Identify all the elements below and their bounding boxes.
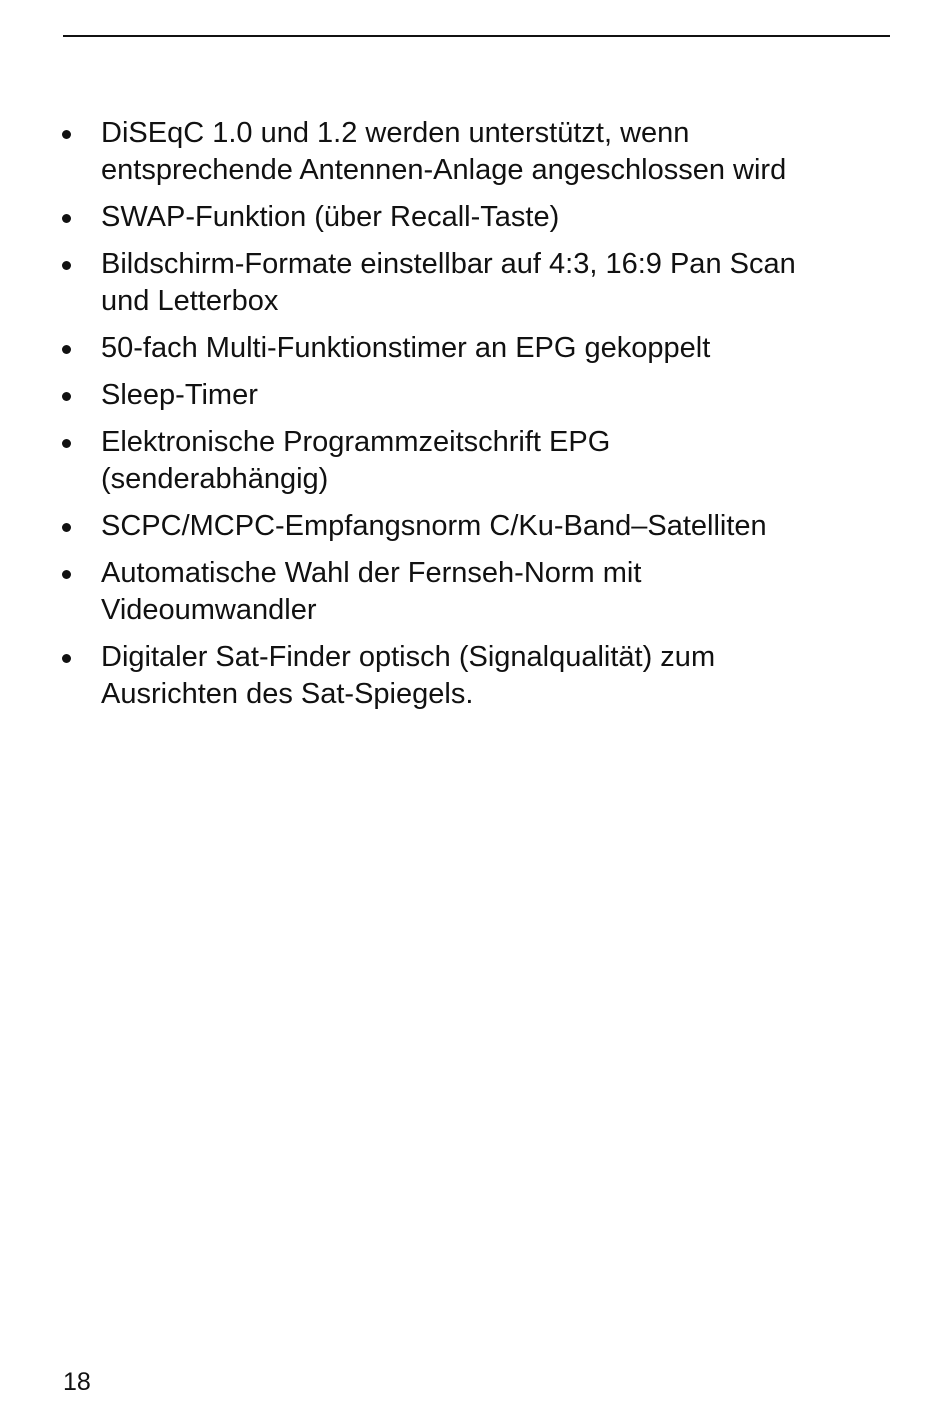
list-item-text: SCPC/MCPC-Empfangsnorm C/Ku-Band–Satelliten	[101, 510, 767, 542]
list-item	[62, 555, 902, 629]
list-item-text: DiSEqC 1.0 und 1.2 werden unterstützt, wenn	[101, 117, 690, 149]
bullet-icon	[62, 523, 71, 532]
list-item-text: entsprechende Antennen-Anlage angeschlossen wird	[101, 154, 787, 186]
bullet-icon	[62, 439, 71, 448]
bullet-icon	[62, 130, 71, 139]
list-item-text: und Letterbox	[101, 285, 279, 317]
list-item-text: (senderabhängig)	[101, 463, 329, 495]
list-item	[62, 639, 902, 713]
list-item	[62, 115, 902, 189]
list-item	[62, 246, 902, 320]
list-item	[62, 199, 902, 236]
list-item-text: Elektronische Programmzeitschrift EPG	[101, 426, 611, 458]
bullet-icon	[62, 570, 71, 579]
list-item	[62, 377, 902, 414]
list-item-text: Digitaler Sat-Finder optisch (Signalqualität) zum	[101, 641, 716, 673]
list-item	[62, 424, 902, 498]
list-item-text: Automatische Wahl der Fernseh-Norm mit	[101, 557, 642, 589]
list-item-text: Bildschirm-Formate einstellbar auf 4:3, 16:9 Pan Scan	[101, 248, 796, 280]
list-item-text: SWAP-Funktion (über Recall-Taste)	[101, 201, 560, 233]
page-number: 18	[63, 1368, 91, 1396]
feature-list	[62, 115, 902, 723]
bullet-icon	[62, 654, 71, 663]
bullet-icon	[62, 214, 71, 223]
list-item-text: Videoumwandler	[101, 594, 317, 626]
list-item-text: Ausrichten des Sat-Spiegels.	[101, 678, 474, 710]
list-item	[62, 508, 902, 545]
list-item-text: 50-fach Multi-Funktionstimer an EPG gekoppelt	[101, 332, 711, 364]
list-item	[62, 330, 902, 367]
bullet-icon	[62, 392, 71, 401]
bullet-icon	[62, 261, 71, 270]
bullet-icon	[62, 345, 71, 354]
header-rule	[63, 35, 890, 37]
list-item-text: Sleep-Timer	[101, 379, 258, 411]
